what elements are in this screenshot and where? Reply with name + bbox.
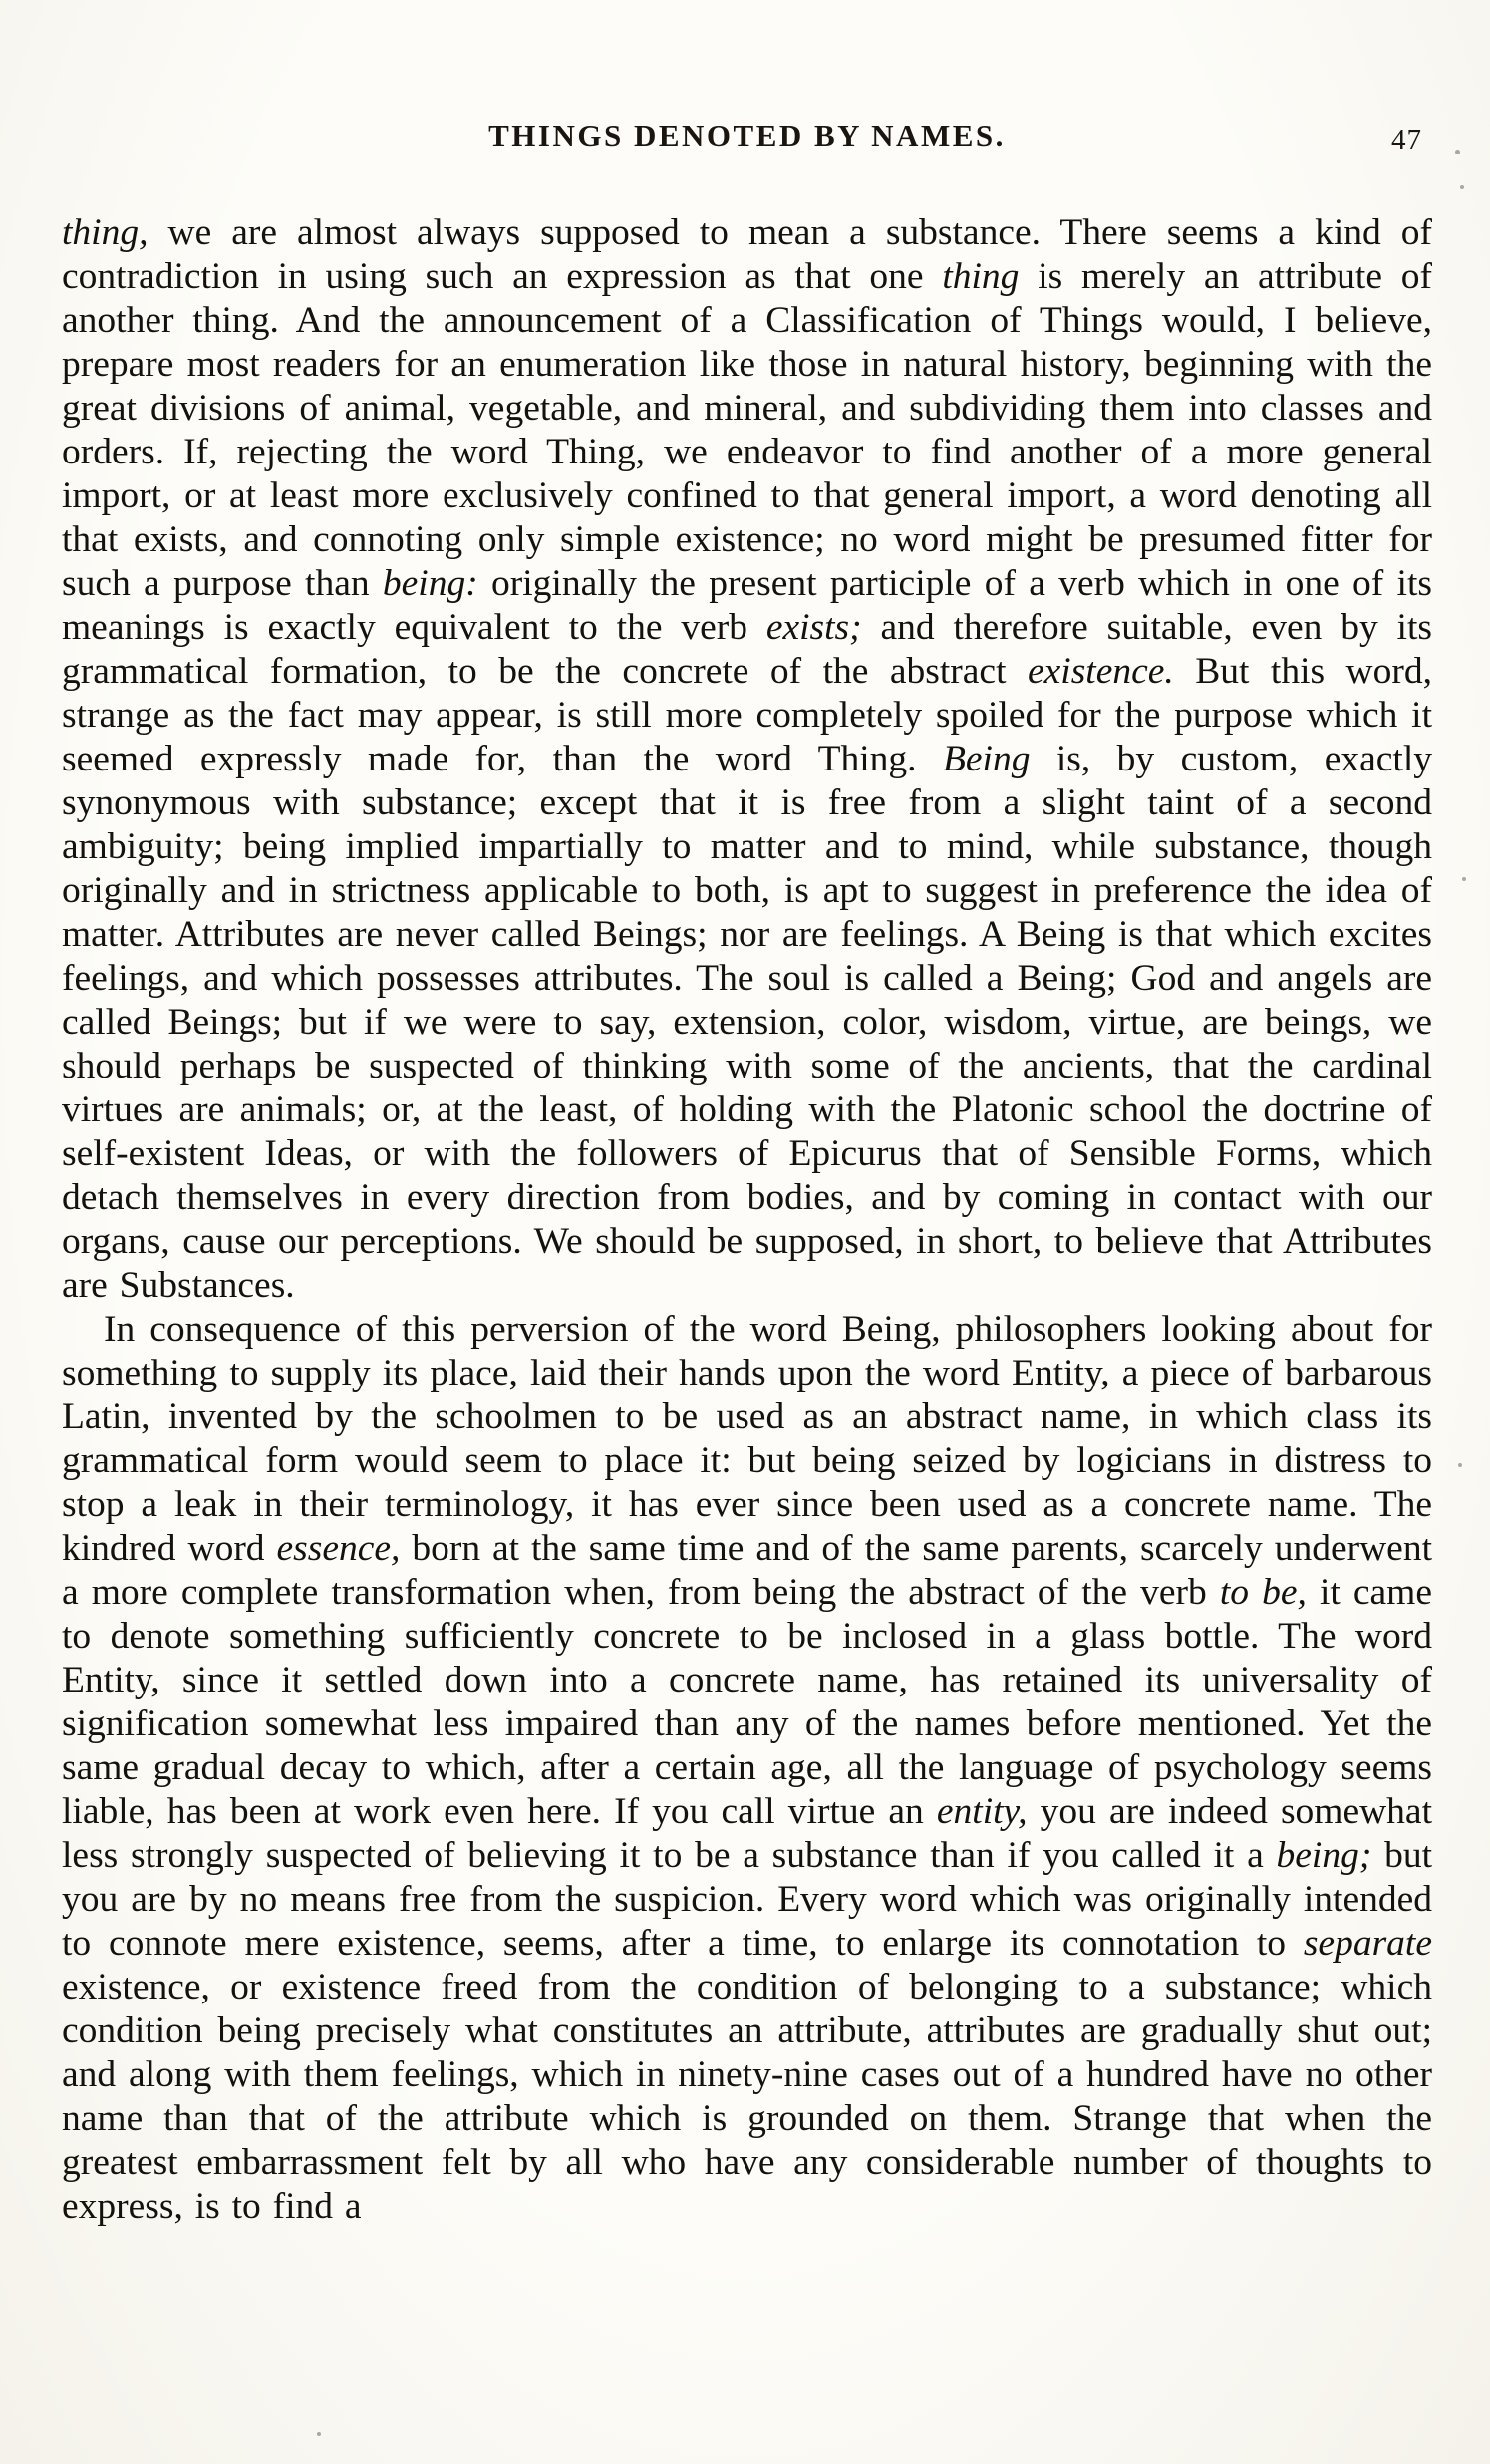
scan-speck — [1462, 877, 1466, 881]
text-run: existence, or existence freed from the condition of belonging to a substance; which condition being precisely what constitutes an attribute, attributes are gradually shut out; and along with them feelings, which in ninety-nine cases out of a hundred have no other name than that of the attribute which is grounded on them. Strange that when the greatest embarrassment felt by all who have any considerable number of thoughts to express, is to find a — [62, 1967, 1432, 2227]
text-run: and therefore suitable, even by its grammatical formation, to be the concrete of the abstract — [62, 607, 1432, 692]
scan-speck — [1455, 150, 1460, 154]
text-run: but you are by no means free from the suspicion. Every word which was originally intended to connote mere existence, seems, after a time, to enlarge its connotation to — [62, 1835, 1433, 1964]
scan-speck — [317, 2432, 321, 2436]
paragraph — [62, 211, 1432, 1308]
text-run: it came to denote something sufficiently concrete to be inclosed in a glass bottle. The word Entity, since it settled down into a concrete name, has retained its universality of signification somewhat less impaired than any of the names before mentioned. Yet the same gradual decay to which, after a certain age, all the language of psychology seems liable, has been at work even here. If you call virtue an — [62, 1572, 1432, 1832]
text-run: is, by custom, exactly synonymous with substance; except that it is free from a slight taint of a second ambiguity; being implied impartially to matter and to mind, while substance, though originally and in strictness applicable to both, is apt to suggest in preference the idea of matter. Attributes are never called Beings; nor are feelings. A Being is that which excites feelings, and which possesses attributes. The soul is called a Being; God and angels are called Beings; but if we were to say, extension, color, wisdom, virtue, are beings, we should perhaps be suspected of thinking with some of the ancients, that the cardinal virtues are animals; or, at the least, of holding with the Platonic school the doctrine of self-existent Ideas, or with the followers of Epicurus that of Sensible Forms, which detach themselves in every direction from bodies, and by coming in contact with our organs, cause our perceptions. We should be supposed, in short, to believe that Attributes are Substances. — [62, 739, 1432, 1306]
italic-run: entity, — [936, 1791, 1028, 1832]
text-run: you are indeed somewhat less strongly suspected of believing it to be a substance than if you called it a — [62, 1791, 1432, 1876]
paragraph — [62, 1308, 1432, 2229]
italic-run: existence. — [1027, 651, 1174, 692]
italic-run: essence, — [276, 1528, 401, 1569]
text-run: But this word, strange as the fact may appear, is still more completely spoiled for the purpose which it seemed expressly made for, than the word Thing. — [62, 651, 1433, 779]
italic-run: separate — [1303, 1923, 1432, 1964]
running-head: THINGS DENOTED BY NAMES. — [488, 118, 1006, 153]
text-run: we are almost always supposed to mean a substance. There seems a kind of contradiction in using such an expression as that one — [62, 212, 1432, 297]
italic-run: thing, — [62, 212, 149, 253]
page-number: 47 — [1391, 124, 1422, 155]
text-run: is merely an attribute of another thing. And the announcement of a Classification of Things would, I believe, prepare most readers for an enumeration like those in natural history, beginning with the great divisions of animal, vegetable, and mineral, and subdividing them into classes and orders. If, rejecting the word Thing, we endeavor to find another of a more general import, or at least more exclusively confined to that general import, a word denoting all that exists, and connoting only simple existence; no word might be presumed fitter for such a purpose than — [62, 256, 1432, 604]
italic-run: thing — [942, 256, 1020, 297]
text-run: In consequence of this perversion of the word Being, philosophers looking about for something to supply its place, laid their hands upon the word Entity, a piece of barbarous Latin, invented by the schoolmen to be used as an abstract name, in which class its grammatical form would seem to place it: but being seized by logicians in distress to stop a leak in their terminology, it has ever since been used as a concrete name. The kindred word — [62, 1309, 1432, 1569]
italic-run: to be, — [1219, 1572, 1307, 1613]
text-run: born at the same time and of the same parents, scarcely underwent a more complete transformation when, from being the abstract of the verb — [62, 1528, 1432, 1613]
scan-speck — [1460, 185, 1464, 189]
italic-run: being; — [1276, 1835, 1372, 1876]
text-run: originally the present participle of a verb which in one of its meanings is exactly equivalent to the verb — [62, 563, 1432, 648]
scan-speck — [1458, 1463, 1462, 1467]
page-body — [62, 211, 1432, 2229]
italic-run: Being — [942, 739, 1031, 779]
italic-run: being: — [382, 563, 478, 604]
page-header — [62, 118, 1432, 195]
italic-run: exists; — [765, 607, 862, 648]
